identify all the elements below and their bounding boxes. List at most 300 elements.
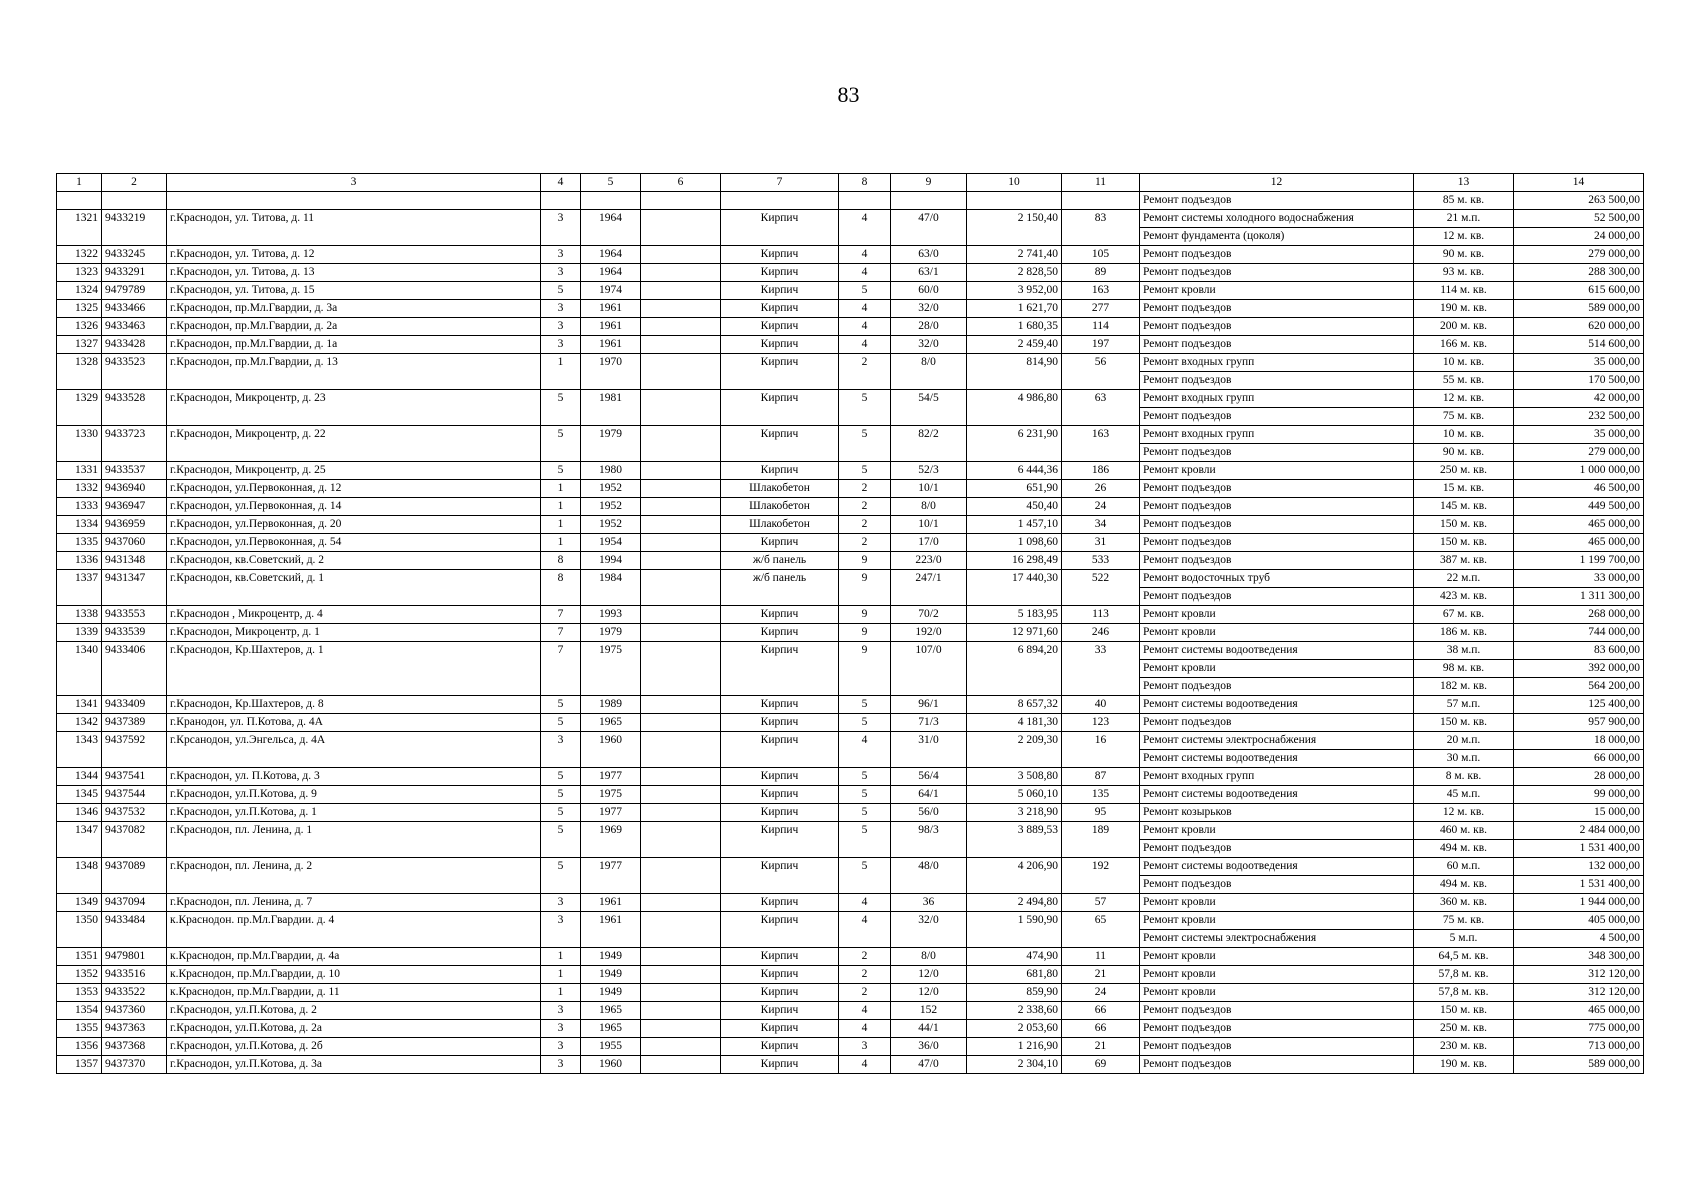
work-name-cell: Ремонт подъездов	[1140, 1056, 1414, 1074]
object-code-cell: 9433409	[102, 696, 167, 714]
column-header: 7	[721, 174, 839, 192]
year-cell: 1981	[581, 390, 641, 426]
column-6-cell	[641, 606, 721, 624]
quantity-cell: 230 м. кв.	[1414, 1038, 1514, 1056]
column-11-cell: 89	[1062, 264, 1140, 282]
year-cell: 1949	[581, 948, 641, 966]
column-11-cell: 69	[1062, 1056, 1140, 1074]
address-cell: г.Краснодон, пр.Мл.Гвардии, д. 2а	[167, 318, 541, 336]
column-11-cell: 105	[1062, 246, 1140, 264]
table-row	[57, 858, 1644, 876]
column-header: 8	[839, 174, 891, 192]
column-4-cell: 3	[541, 912, 581, 948]
column-4-cell: 3	[541, 1020, 581, 1038]
cost-cell: 35 000,00	[1514, 426, 1644, 444]
column-6-cell	[641, 894, 721, 912]
cost-cell: 564 200,00	[1514, 678, 1644, 696]
column-6-cell	[641, 714, 721, 732]
area-cell: 1 216,90	[967, 1038, 1062, 1056]
column-11-cell: 95	[1062, 804, 1140, 822]
address-cell: к.Краснодон, пр.Мл.Гвардии, д. 11	[167, 984, 541, 1002]
row-number-cell: 1344	[57, 768, 102, 786]
quantity-cell: 114 м. кв.	[1414, 282, 1514, 300]
column-6-cell	[641, 246, 721, 264]
object-code-cell: 9433406	[102, 642, 167, 696]
wall-material-cell: Кирпич	[721, 858, 839, 894]
column-11-cell: 83	[1062, 210, 1140, 246]
work-name-cell: Ремонт системы электроснабжения	[1140, 930, 1414, 948]
address-cell: г.Краснодон, ул.П.Котова, д. 9	[167, 786, 541, 804]
column-11-cell: 533	[1062, 552, 1140, 570]
floors-cell: 5	[839, 462, 891, 480]
object-code-cell: 9437532	[102, 804, 167, 822]
floors-cell: 4	[839, 732, 891, 768]
floors-cell: 4	[839, 336, 891, 354]
year-cell: 1961	[581, 894, 641, 912]
column-6-cell	[641, 768, 721, 786]
work-name-cell: Ремонт входных групп	[1140, 768, 1414, 786]
floors-cell: 4	[839, 210, 891, 246]
column-6-cell	[641, 390, 721, 426]
work-name-cell: Ремонт подъездов	[1140, 516, 1414, 534]
row-number-cell: 1350	[57, 912, 102, 948]
wall-material-cell: Кирпич	[721, 246, 839, 264]
column-6-cell	[641, 732, 721, 768]
address-cell: г.Краснодон, ул.Первоконная, д. 12	[167, 480, 541, 498]
work-name-cell: Ремонт системы электроснабжения	[1140, 732, 1414, 750]
wall-material-cell: Кирпич	[721, 984, 839, 1002]
column-4-cell: 3	[541, 1002, 581, 1020]
cost-cell: 46 500,00	[1514, 480, 1644, 498]
area-cell: 1 457,10	[967, 516, 1062, 534]
column-11-cell: 31	[1062, 534, 1140, 552]
column-6-cell	[641, 858, 721, 894]
column-11-cell: 66	[1062, 1002, 1140, 1020]
floors-cell: 5	[839, 858, 891, 894]
cost-cell: 1 531 400,00	[1514, 840, 1644, 858]
quantity-cell: 360 м. кв.	[1414, 894, 1514, 912]
work-name-cell: Ремонт подъездов	[1140, 678, 1414, 696]
wall-material-cell: Кирпич	[721, 714, 839, 732]
work-name-cell: Ремонт системы водоотведения	[1140, 750, 1414, 768]
year-cell: 1979	[581, 426, 641, 462]
column-6-cell	[641, 624, 721, 642]
object-code-cell: 9433466	[102, 300, 167, 318]
cost-cell: 589 000,00	[1514, 1056, 1644, 1074]
table-header	[57, 174, 1644, 192]
work-name-cell: Ремонт кровли	[1140, 282, 1414, 300]
column-11-cell: 26	[1062, 480, 1140, 498]
work-name-cell: Ремонт подъездов	[1140, 372, 1414, 390]
table-row	[57, 984, 1644, 1002]
column-9-cell: 63/0	[891, 246, 967, 264]
table-row	[57, 912, 1644, 930]
row-number-cell: 1336	[57, 552, 102, 570]
column-4-cell: 1	[541, 498, 581, 516]
object-code-cell: 9437389	[102, 714, 167, 732]
floors-cell: 4	[839, 300, 891, 318]
work-name-cell: Ремонт козырьков	[1140, 804, 1414, 822]
floors-cell: 9	[839, 642, 891, 696]
quantity-cell: 460 м. кв.	[1414, 822, 1514, 840]
address-cell: к.Краснодон, пр.Мл.Гвардии, д. 10	[167, 966, 541, 984]
year-cell: 1961	[581, 300, 641, 318]
quantity-cell: 75 м. кв.	[1414, 408, 1514, 426]
year-cell: 1952	[581, 498, 641, 516]
cost-cell: 232 500,00	[1514, 408, 1644, 426]
row-number-cell: 1351	[57, 948, 102, 966]
column-header: 10	[967, 174, 1062, 192]
quantity-cell: 90 м. кв.	[1414, 246, 1514, 264]
address-cell: г.Краснодон, ул.Первоконная, д. 54	[167, 534, 541, 552]
year-cell: 1949	[581, 984, 641, 1002]
year-cell: 1965	[581, 1020, 641, 1038]
cost-cell: 312 120,00	[1514, 984, 1644, 1002]
column-9-cell: 96/1	[891, 696, 967, 714]
table-row	[57, 696, 1644, 714]
row-number-cell: 1341	[57, 696, 102, 714]
column-11-cell	[1062, 192, 1140, 210]
column-11-cell: 522	[1062, 570, 1140, 606]
wall-material-cell: ж/б панель	[721, 570, 839, 606]
year-cell: 1960	[581, 732, 641, 768]
area-cell: 651,90	[967, 480, 1062, 498]
work-name-cell: Ремонт кровли	[1140, 660, 1414, 678]
column-4-cell: 5	[541, 804, 581, 822]
quantity-cell: 166 м. кв.	[1414, 336, 1514, 354]
column-6-cell	[641, 336, 721, 354]
quantity-cell: 182 м. кв.	[1414, 678, 1514, 696]
area-cell: 3 952,00	[967, 282, 1062, 300]
column-6-cell	[641, 318, 721, 336]
quantity-cell: 93 м. кв.	[1414, 264, 1514, 282]
floors-cell: 2	[839, 534, 891, 552]
wall-material-cell: Кирпич	[721, 354, 839, 390]
column-9-cell: 44/1	[891, 1020, 967, 1038]
area-cell: 814,90	[967, 354, 1062, 390]
column-11-cell: 57	[1062, 894, 1140, 912]
quantity-cell: 67 м. кв.	[1414, 606, 1514, 624]
work-name-cell: Ремонт подъездов	[1140, 876, 1414, 894]
column-9-cell: 12/0	[891, 984, 967, 1002]
cost-cell: 18 000,00	[1514, 732, 1644, 750]
cost-cell: 465 000,00	[1514, 1002, 1644, 1020]
floors-cell: 4	[839, 318, 891, 336]
quantity-cell: 150 м. кв.	[1414, 1002, 1514, 1020]
page-number: 83	[837, 82, 860, 107]
cost-cell: 620 000,00	[1514, 318, 1644, 336]
quantity-cell: 64,5 м. кв.	[1414, 948, 1514, 966]
area-cell: 859,90	[967, 984, 1062, 1002]
quantity-cell: 494 м. кв.	[1414, 876, 1514, 894]
address-cell: г.Краснодон, пл. Ленина, д. 1	[167, 822, 541, 858]
quantity-cell: 57,8 м. кв.	[1414, 966, 1514, 984]
cost-cell: 2 484 000,00	[1514, 822, 1644, 840]
column-9-cell: 56/0	[891, 804, 967, 822]
area-cell: 5 060,10	[967, 786, 1062, 804]
column-6-cell	[641, 498, 721, 516]
wall-material-cell: Кирпич	[721, 768, 839, 786]
year-cell: 1961	[581, 336, 641, 354]
column-9-cell: 107/0	[891, 642, 967, 696]
work-name-cell: Ремонт подъездов	[1140, 408, 1414, 426]
column-6-cell	[641, 210, 721, 246]
table-row	[57, 714, 1644, 732]
area-cell: 4 986,80	[967, 390, 1062, 426]
address-cell: г.Краснодон, Кр.Шахтеров, д. 1	[167, 642, 541, 696]
work-name-cell: Ремонт системы водоотведения	[1140, 642, 1414, 660]
cost-cell: 279 000,00	[1514, 246, 1644, 264]
table-row	[57, 1002, 1644, 1020]
quantity-cell: 423 м. кв.	[1414, 588, 1514, 606]
table-row	[57, 570, 1644, 588]
wall-material-cell: ж/б панель	[721, 552, 839, 570]
cost-cell: 24 000,00	[1514, 228, 1644, 246]
column-11-cell: 246	[1062, 624, 1140, 642]
area-cell: 8 657,32	[967, 696, 1062, 714]
column-header: 9	[891, 174, 967, 192]
row-number-cell: 1337	[57, 570, 102, 606]
column-header: 11	[1062, 174, 1140, 192]
column-6-cell	[641, 1020, 721, 1038]
floors-cell: 5	[839, 822, 891, 858]
row-number-cell: 1334	[57, 516, 102, 534]
work-name-cell: Ремонт системы холодного водоснабжения	[1140, 210, 1414, 228]
cost-cell: 268 000,00	[1514, 606, 1644, 624]
address-cell	[167, 192, 541, 210]
column-6-cell	[641, 804, 721, 822]
cost-cell: 957 900,00	[1514, 714, 1644, 732]
address-cell: г.Краснодон, ул.П.Котова, д. 2а	[167, 1020, 541, 1038]
object-code-cell: 9437360	[102, 1002, 167, 1020]
address-cell: г.Краснодон, ул. Титова, д. 11	[167, 210, 541, 246]
column-6-cell	[641, 282, 721, 300]
area-cell: 5 183,95	[967, 606, 1062, 624]
column-11-cell: 197	[1062, 336, 1140, 354]
column-11-cell: 87	[1062, 768, 1140, 786]
column-header: 13	[1414, 174, 1514, 192]
wall-material-cell: Кирпич	[721, 1002, 839, 1020]
column-9-cell	[891, 192, 967, 210]
cost-cell: 42 000,00	[1514, 390, 1644, 408]
work-name-cell: Ремонт системы водоотведения	[1140, 858, 1414, 876]
wall-material-cell: Кирпич	[721, 1038, 839, 1056]
column-9-cell: 12/0	[891, 966, 967, 984]
object-code-cell: 9433723	[102, 426, 167, 462]
column-4-cell: 5	[541, 426, 581, 462]
address-cell: г.Краснодон, кв.Советский, д. 2	[167, 552, 541, 570]
table-row	[57, 498, 1644, 516]
cost-cell: 589 000,00	[1514, 300, 1644, 318]
area-cell	[967, 192, 1062, 210]
address-cell: г.Краснодон, ул.Первоконная, д. 14	[167, 498, 541, 516]
column-header: 1	[57, 174, 102, 192]
table-row	[57, 606, 1644, 624]
floors-cell: 4	[839, 1056, 891, 1074]
floors-cell: 9	[839, 624, 891, 642]
row-number-cell: 1331	[57, 462, 102, 480]
quantity-cell: 190 м. кв.	[1414, 300, 1514, 318]
column-6-cell	[641, 984, 721, 1002]
column-9-cell: 223/0	[891, 552, 967, 570]
wall-material-cell: Кирпич	[721, 624, 839, 642]
row-number-cell: 1323	[57, 264, 102, 282]
address-cell: г.Краснодон, пл. Ленина, д. 2	[167, 858, 541, 894]
work-name-cell: Ремонт входных групп	[1140, 390, 1414, 408]
cost-cell: 1 944 000,00	[1514, 894, 1644, 912]
address-cell: г.Краснодон, Микроцентр, д. 1	[167, 624, 541, 642]
quantity-cell: 38 м.п.	[1414, 642, 1514, 660]
row-number-cell	[57, 192, 102, 210]
wall-material-cell	[721, 192, 839, 210]
object-code-cell: 9433539	[102, 624, 167, 642]
cost-cell: 449 500,00	[1514, 498, 1644, 516]
wall-material-cell: Кирпич	[721, 282, 839, 300]
area-cell: 450,40	[967, 498, 1062, 516]
floors-cell: 4	[839, 1002, 891, 1020]
row-number-cell: 1347	[57, 822, 102, 858]
table-row	[57, 552, 1644, 570]
column-6-cell	[641, 822, 721, 858]
row-number-cell: 1324	[57, 282, 102, 300]
table-row	[57, 246, 1644, 264]
year-cell: 1974	[581, 282, 641, 300]
wall-material-cell: Кирпич	[721, 786, 839, 804]
column-11-cell: 16	[1062, 732, 1140, 768]
year-cell: 1977	[581, 768, 641, 786]
year-cell	[581, 192, 641, 210]
column-9-cell: 36/0	[891, 1038, 967, 1056]
object-code-cell: 9431348	[102, 552, 167, 570]
column-6-cell	[641, 642, 721, 696]
row-number-cell: 1357	[57, 1056, 102, 1074]
year-cell: 1970	[581, 354, 641, 390]
work-name-cell: Ремонт входных групп	[1140, 354, 1414, 372]
year-cell: 1989	[581, 696, 641, 714]
address-cell: г.Краснодон, Кр.Шахтеров, д. 8	[167, 696, 541, 714]
quantity-cell: 5 м.п.	[1414, 930, 1514, 948]
area-cell: 1 680,35	[967, 318, 1062, 336]
column-9-cell: 98/3	[891, 822, 967, 858]
column-9-cell: 54/5	[891, 390, 967, 426]
column-11-cell: 21	[1062, 966, 1140, 984]
column-9-cell: 10/1	[891, 480, 967, 498]
table-row	[57, 786, 1644, 804]
year-cell: 1977	[581, 804, 641, 822]
wall-material-cell: Кирпич	[721, 966, 839, 984]
object-code-cell: 9437094	[102, 894, 167, 912]
column-6-cell	[641, 1002, 721, 1020]
address-cell: г.Кранодон, ул. П.Котова, д. 4А	[167, 714, 541, 732]
quantity-cell: 8 м. кв.	[1414, 768, 1514, 786]
quantity-cell: 150 м. кв.	[1414, 714, 1514, 732]
object-code-cell: 9433463	[102, 318, 167, 336]
row-number-cell: 1346	[57, 804, 102, 822]
object-code-cell: 9433516	[102, 966, 167, 984]
object-code-cell: 9431347	[102, 570, 167, 606]
table-row	[57, 624, 1644, 642]
quantity-cell: 45 м.п.	[1414, 786, 1514, 804]
year-cell: 1949	[581, 966, 641, 984]
area-cell: 3 889,53	[967, 822, 1062, 858]
column-9-cell: 82/2	[891, 426, 967, 462]
column-9-cell: 31/0	[891, 732, 967, 768]
address-cell: г.Краснодон, кв.Советский, д. 1	[167, 570, 541, 606]
year-cell: 1952	[581, 516, 641, 534]
quantity-cell: 145 м. кв.	[1414, 498, 1514, 516]
row-number-cell: 1353	[57, 984, 102, 1002]
quantity-cell: 75 м. кв.	[1414, 912, 1514, 930]
row-number-cell: 1328	[57, 354, 102, 390]
cost-cell: 514 600,00	[1514, 336, 1644, 354]
object-code-cell: 9437089	[102, 858, 167, 894]
wall-material-cell: Кирпич	[721, 912, 839, 948]
column-9-cell: 71/3	[891, 714, 967, 732]
work-name-cell: Ремонт подъездов	[1140, 714, 1414, 732]
wall-material-cell: Шлакобетон	[721, 498, 839, 516]
quantity-cell: 20 м.п.	[1414, 732, 1514, 750]
work-name-cell: Ремонт системы водоотведения	[1140, 696, 1414, 714]
floors-cell: 4	[839, 894, 891, 912]
wall-material-cell: Кирпич	[721, 642, 839, 696]
column-4-cell: 5	[541, 768, 581, 786]
work-name-cell: Ремонт подъездов	[1140, 1002, 1414, 1020]
floors-cell: 4	[839, 912, 891, 948]
table-row	[57, 822, 1644, 840]
table-row	[57, 480, 1644, 498]
quantity-cell: 85 м. кв.	[1414, 192, 1514, 210]
year-cell: 1965	[581, 1002, 641, 1020]
object-code-cell: 9479789	[102, 282, 167, 300]
row-number-cell: 1326	[57, 318, 102, 336]
column-6-cell	[641, 264, 721, 282]
address-cell: г.Краснодон, Микроцентр, д. 22	[167, 426, 541, 462]
quantity-cell: 60 м.п.	[1414, 858, 1514, 876]
address-cell: г.Краснодон, пл. Ленина, д. 7	[167, 894, 541, 912]
table-row	[57, 192, 1644, 210]
quantity-cell: 494 м. кв.	[1414, 840, 1514, 858]
quantity-cell: 250 м. кв.	[1414, 1020, 1514, 1038]
column-9-cell: 70/2	[891, 606, 967, 624]
area-cell: 6 894,20	[967, 642, 1062, 696]
address-cell: г.Краснодон, ул.Первоконная, д. 20	[167, 516, 541, 534]
address-cell: к.Краснодон, пр.Мл.Гвардии, д. 4а	[167, 948, 541, 966]
column-4-cell: 1	[541, 354, 581, 390]
quantity-cell: 98 м. кв.	[1414, 660, 1514, 678]
column-4-cell: 7	[541, 606, 581, 624]
column-9-cell: 10/1	[891, 516, 967, 534]
column-4-cell	[541, 192, 581, 210]
floors-cell: 2	[839, 966, 891, 984]
address-cell: г.Краснодон, пр.Мл.Гвардии, д. 1а	[167, 336, 541, 354]
address-cell: г.Краснодон, пр.Мл.Гвардии, д. 3а	[167, 300, 541, 318]
object-code-cell: 9433523	[102, 354, 167, 390]
cost-cell: 15 000,00	[1514, 804, 1644, 822]
row-number-cell: 1345	[57, 786, 102, 804]
year-cell: 1975	[581, 786, 641, 804]
column-4-cell: 3	[541, 264, 581, 282]
column-4-cell: 1	[541, 948, 581, 966]
column-9-cell: 247/1	[891, 570, 967, 606]
column-4-cell: 5	[541, 696, 581, 714]
column-9-cell: 152	[891, 1002, 967, 1020]
work-name-cell: Ремонт подъездов	[1140, 840, 1414, 858]
row-number-cell: 1338	[57, 606, 102, 624]
address-cell: г.Краснодон, ул.П.Котова, д. 3а	[167, 1056, 541, 1074]
column-9-cell: 63/1	[891, 264, 967, 282]
column-11-cell: 33	[1062, 642, 1140, 696]
work-name-cell: Ремонт подъездов	[1140, 534, 1414, 552]
